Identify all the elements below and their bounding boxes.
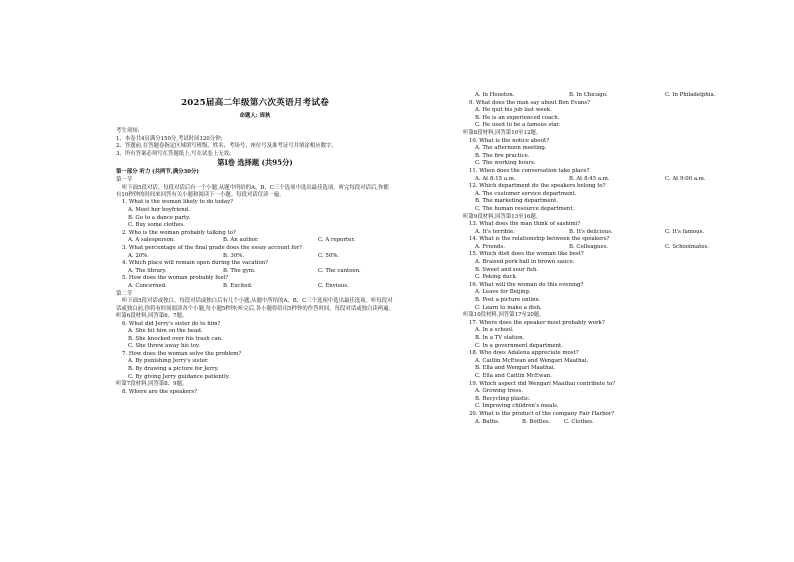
question-text: 4. Which place will remain open during the vacation? (122, 260, 269, 267)
notice-item: 2、答题前,在答题卷指定区域填写班级、姓名、考场号、座位号及准考证号并填涂相应数字。 (116, 143, 337, 150)
answer-option: B. The marketing department. (475, 198, 558, 205)
answer-option: A. The library. (128, 267, 167, 274)
answer-option: B. By drawing a picture for Jerry. (128, 366, 219, 373)
answer-options-row (463, 244, 733, 252)
question-text: 1. What is the woman likely to do today? (122, 199, 234, 206)
answer-option: A. A salesperson. (128, 237, 176, 244)
answer-options-row (116, 253, 394, 261)
answer-option: B. The fire practice. (475, 152, 530, 159)
answer-options-row (463, 176, 733, 184)
right-column (463, 92, 733, 426)
answer-option: C. Clothes. (564, 418, 594, 425)
answer-option: A. Caitlin McEwan and Wengari Maathai. (475, 357, 589, 364)
question-text: 20. What is the product of the company Fair Harbor? (469, 410, 615, 417)
answer-options-row (463, 419, 733, 427)
question-list (463, 92, 733, 426)
answer-option: C. 50%. (318, 252, 340, 259)
answer-option: B. In Chicago. (569, 92, 608, 98)
answer-option: C. Schoolmates. (665, 243, 709, 250)
question-text: 15. Which dish does the woman like best? (469, 251, 584, 258)
answer-option: B. He is an experienced coach. (475, 114, 560, 121)
question-text: 11. When does the conversation take place? (469, 167, 590, 174)
answer-option: B. In a TV station. (475, 335, 525, 341)
exam-author: 命题人: 周秋 (239, 113, 271, 119)
question-text: 6. What did Jerry's sister do to him? (122, 320, 221, 327)
volume-heading: 第Ⅰ卷 选择题 (共95分) (217, 158, 293, 168)
answer-option: C. In Philadelphia. (665, 92, 716, 98)
section-label: 第一节 (116, 176, 133, 183)
answer-option: B. Go to a dance party. (128, 214, 191, 221)
answer-option: C. The canteen. (318, 267, 361, 274)
answer-option: A. At 8:15 a.m. (475, 175, 516, 182)
question-text: 9. What does the man say about Ben Evans? (469, 99, 591, 106)
question-text: 3. What percentage of the final grade does the essay account for? (122, 244, 303, 251)
question-text: 18. Who does Adalena appreciate most? (469, 350, 579, 357)
question-text: 16. What will the woman do this evening? (469, 281, 584, 288)
answer-option: A. He quit his job last week. (475, 107, 552, 114)
answer-option: A. Meet her boyfriend. (128, 206, 190, 213)
answer-option: A. Growing trees. (475, 388, 524, 395)
answer-option: B. At 8:45 a.m. (569, 175, 610, 182)
material-note: 听第8段材料,回答第10至12题。 (463, 129, 542, 136)
answer-option: A. Leave for Beijing. (475, 289, 531, 296)
answer-option: C. Learn to make a dish. (475, 304, 542, 311)
answer-option: A. The afternoon meeting. (475, 145, 547, 152)
answer-options-row (116, 283, 394, 291)
answer-option: C. He used to be a famous star. (475, 122, 561, 129)
notice-item: 1、本卷共4页满分150分,考试时间120分钟; (116, 135, 223, 142)
section-instructions: 听下面5段对话。每段对话后有一个小题,从题中所给的A、B、C三个选项中选出最佳选项。听完每段对话后,你都有10秒钟的时间来回答有关小题和阅读下一小题。每段对话仅读一遍。 (116, 184, 389, 198)
answer-option: C. Buy some clothes. (128, 222, 185, 229)
answer-options-row (463, 229, 733, 237)
answer-option: C. Peking duck. (475, 274, 518, 281)
answer-option: B. Post a picture online. (475, 297, 541, 304)
answer-option: B. Ella and Wengari Maathai. (475, 365, 556, 372)
answer-option: A. The customer service department. (475, 190, 577, 197)
answer-option: A. It's terrible. (475, 228, 515, 235)
section-instructions: 听下面5段对话或独白。每段对话或独白后有几个小题,从题中所给的A、B、C三个选项中选出最佳选项。听每段对话或独白前,你将有时间阅读各个小题,每小题5秒钟;听完后,各小题将给出5秒钟的作答时间。每段对话或独白读两遍。 (116, 298, 394, 312)
material-note: 听第10段材料,回答第17至20题。 (463, 312, 545, 319)
answer-options-row (116, 237, 394, 245)
answer-option: A. 20%. (128, 252, 150, 259)
answer-option: B. Recycling plastic. (475, 395, 531, 402)
answer-option: A. She hit him on the head. (128, 328, 203, 335)
question-text: 13. What does the man think of sashimi? (469, 221, 581, 228)
answer-option: A. Friends. (475, 243, 505, 250)
answer-option: A. Braised pork ball in brown sauce. (475, 259, 575, 266)
question-text: 19. Which aspect did Wengari Maathai contribute to? (469, 380, 616, 387)
answer-option: A. In Houston. (475, 92, 515, 98)
answer-option: A. By punishing Jerry's sister. (128, 358, 209, 365)
answer-option: C. Envious. (318, 282, 349, 289)
answer-option: B. The gym. (223, 267, 256, 274)
answer-option: B. She knocked over his trash can. (128, 335, 223, 342)
answer-options-row (116, 268, 394, 276)
answer-option: A. Concerned. (128, 282, 167, 289)
answer-option: C. The working hours. (475, 160, 536, 167)
question-text: 5. How does the woman probably feel? (122, 275, 229, 282)
material-note: 听第9段材料,回答第13至16题。 (463, 213, 542, 220)
answer-option: C. Ella and Caitlin McEwan. (475, 372, 552, 379)
question-text: 8. Where are the speakers? (122, 388, 198, 395)
question-list (116, 199, 394, 290)
material-note: 听第7段材料,回答第8、9题。 (116, 381, 188, 388)
answer-option: C. Improving children's meals. (475, 403, 559, 410)
notice-item: 3、所有答案必须写在答题纸上,写在试卷上无效; (116, 150, 231, 157)
section-label: 第二节 (116, 290, 133, 297)
left-column (116, 128, 394, 396)
question-text: 2. Who is the woman probably talking to? (122, 229, 236, 236)
answer-option: A. Baths. (475, 418, 500, 425)
answer-option: C. She threw away his toy. (128, 343, 201, 350)
answer-option: C. In a government department. (475, 342, 563, 349)
material-note: 听第6段材料,回答第6、7题。 (116, 312, 188, 319)
answer-option: B. Excited. (223, 282, 253, 289)
answer-option: A. In a school. (475, 327, 514, 334)
question-text: 12. Which department do the speakers belong to? (469, 183, 606, 190)
question-text: 17. Where does the speaker most probably work? (469, 319, 605, 326)
notice-heading: 考生须知: (116, 128, 140, 134)
question-text: 14. What is the relationship between the speakers? (469, 236, 610, 243)
answer-option: B. Bottles. (522, 418, 551, 425)
answer-option: C. It's famous. (665, 228, 705, 235)
answer-option: B. It's delicious. (569, 228, 613, 235)
question-text: 10. What is the notice about? (469, 137, 550, 144)
answer-option: B. Colleagues. (569, 243, 609, 250)
answer-option: C. The human resource department. (475, 205, 575, 212)
answer-option: C. By giving Jerry guidance patiently. (128, 373, 230, 380)
exam-title: 2025届高二年级第六次英语月考试卷 (181, 98, 329, 108)
answer-option: C. A reporter. (318, 237, 356, 244)
answer-option: C. At 9:00 a.m. (665, 175, 706, 182)
answer-option: B. 30%. (223, 252, 245, 259)
question-text: 7. How does the woman solve the problem? (122, 350, 242, 357)
part-heading: 第一部分 听力 (共两节,满分30分) (116, 169, 199, 176)
answer-option: B. Sweet and sour fish. (475, 266, 539, 273)
answer-options-row (463, 92, 733, 100)
question-list (116, 313, 394, 397)
answer-option: B. An author. (223, 237, 259, 244)
